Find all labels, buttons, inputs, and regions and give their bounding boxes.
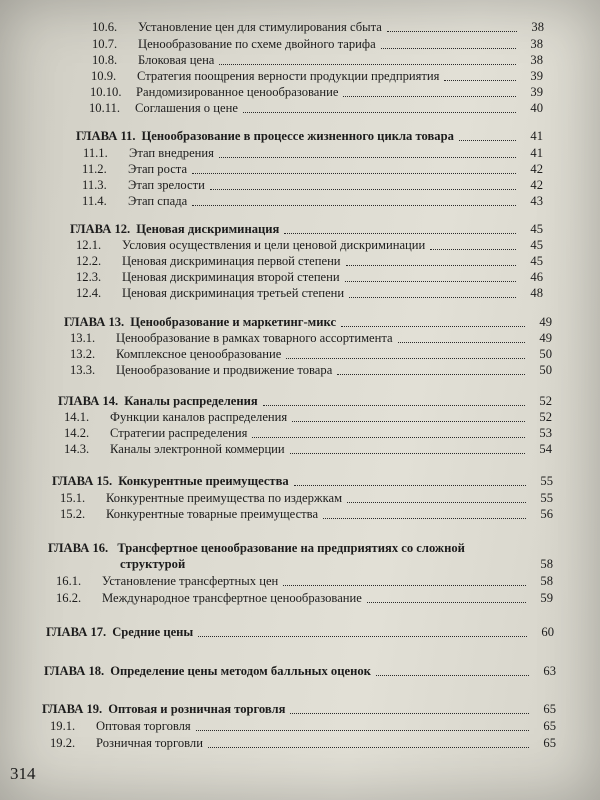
toc-number: 10.8. [92,53,118,67]
toc-leader [210,189,516,190]
chapter-number: ГЛАВА 19. [42,702,103,716]
toc-number: 14.1. [64,410,90,424]
toc-leader [459,140,516,141]
toc-leader [345,281,516,282]
toc-page: 42 [530,162,543,176]
toc-number: 12.4. [76,286,102,300]
toc-leader [337,374,525,375]
toc-number: 14.2. [64,426,90,440]
toc-page: 39 [530,85,543,99]
toc-entry-14-2[interactable] [64,426,552,441]
toc-page: 45 [530,254,543,268]
toc-leader [341,326,525,327]
toc-entry-11-4[interactable] [82,194,543,209]
toc-number: 10.7. [92,37,118,51]
toc-page: 56 [540,507,553,521]
toc-number: 10.6. [92,20,118,34]
toc-page: 49 [539,331,552,345]
toc-number: 13.2. [70,347,96,361]
toc-page: 65 [543,719,556,733]
toc-title: Этап зрелости [128,178,205,192]
toc-leader [263,405,525,406]
toc-entry-19-2[interactable] [50,736,556,751]
toc-leader [243,112,516,113]
toc-page: 39 [530,69,543,83]
toc-leader [444,80,516,81]
toc-page: 38 [530,53,543,67]
toc-page: 43 [530,194,543,208]
toc-leader [252,437,525,438]
toc-entry-16-1[interactable] [56,574,553,589]
toc-title: Ценовая дискриминация второй степени [122,270,340,284]
toc-chapter-14[interactable] [58,394,552,409]
chapter-number: ГЛАВА 17. [46,625,107,639]
toc-leader [290,453,525,454]
toc-page: 38 [531,20,544,34]
toc-leader [286,358,525,359]
toc-leader [294,485,526,486]
toc-number: 11.4. [82,194,107,208]
toc-title: Блоковая цена [138,53,215,67]
toc-title: Функции каналов распределения [110,410,288,424]
toc-number: 13.3. [70,363,96,377]
toc-title: Комплексное ценообразование [116,347,282,361]
toc-page: 50 [539,347,552,361]
toc-title: Стратегии распределения [110,426,248,440]
toc-page: 55 [540,491,553,505]
toc-page: 38 [530,37,543,51]
toc-leader [292,421,525,422]
toc-leader [196,730,529,731]
toc-entry-16-2[interactable] [56,591,553,606]
toc-title: Розничная торговли [96,736,203,750]
toc-leader [219,157,516,158]
chapter-title: Ценовая дискриминация [136,222,280,236]
toc-chapter-18[interactable] [44,664,556,679]
toc-title: Этап спада [128,194,188,208]
toc-number: 14.3. [64,442,90,456]
toc-chapter-16[interactable] [120,557,553,572]
toc-page: 55 [540,474,553,488]
toc-number: 10.11. [89,101,121,115]
chapter-title: Определение цены методом балльных оценок [110,664,371,678]
toc-title: Установление цен для стимулирования сбыта [138,20,382,34]
chapter-title: Каналы распределения [124,394,258,408]
toc-title: Ценовая дискриминация первой степени [122,254,341,268]
toc-page: 63 [543,664,556,678]
toc-page: 54 [539,442,552,456]
chapter-title: Трансфертное ценообразование на предприятиях со сложной [117,541,465,555]
toc-entry-11-1[interactable] [83,146,543,161]
toc-leader [192,205,516,206]
toc-page: 49 [539,315,552,329]
toc-title: Оптовая торговля [96,719,191,733]
toc-title: Этап внедрения [129,146,214,160]
toc-leader [290,713,529,714]
toc-leader [190,568,526,569]
chapter-number: ГЛАВА 14. [58,394,119,408]
toc-number: 11.2. [82,162,107,176]
toc-number: 13.1. [70,331,96,345]
toc-page: 46 [530,270,543,284]
toc-leader [208,747,529,748]
toc-chapter-16-heading[interactable] [48,541,465,556]
toc-number: 15.2. [60,507,86,521]
toc-page: 40 [530,101,543,115]
toc-chapter-11[interactable] [76,129,543,144]
toc-entry-13-1[interactable] [70,331,552,346]
toc-number: 15.1. [60,491,86,505]
toc-title: Ценообразование в рамках товарного ассортимента [116,331,393,345]
chapter-number: ГЛАВА 15. [52,474,113,488]
toc-entry-19-1[interactable] [50,719,556,734]
toc-leader [430,249,516,250]
toc-leader [284,233,516,234]
toc-leader [367,602,526,603]
toc-title: Соглашения о цене [135,101,238,115]
toc-entry-10-7[interactable] [92,37,543,52]
toc-leader [381,48,516,49]
toc-page: 58 [540,557,553,571]
chapter-title-continued: структурой [120,557,186,571]
toc-entry-14-3[interactable] [64,442,552,457]
toc-number: 19.2. [50,736,76,750]
toc-leader [347,502,526,503]
toc-entry-15-1[interactable] [60,491,553,506]
toc-entry-10-11[interactable] [89,101,543,116]
toc-page: 41 [530,129,543,143]
toc-title: Международное трансфертное ценообразование [102,591,362,605]
toc-entry-10-8[interactable] [92,53,543,68]
toc-page: 45 [530,238,543,252]
toc-page: 52 [539,394,552,408]
toc-page: 42 [530,178,543,192]
toc-leader [192,173,516,174]
toc-page: 48 [530,286,543,300]
toc-leader [387,31,517,32]
toc-entry-15-2[interactable] [60,507,553,522]
toc-entry-10-6[interactable] [92,20,544,35]
toc-number: 12.1. [76,238,102,252]
chapter-number: ГЛАВА 18. [44,664,105,678]
toc-leader [343,96,516,97]
toc-page: 45 [530,222,543,236]
toc-leader [346,265,516,266]
toc-title: Этап роста [128,162,188,176]
toc-entry-12-1[interactable] [76,238,543,253]
chapter-number: ГЛАВА 13. [64,315,125,329]
toc-title: Каналы электронной коммерции [110,442,285,456]
toc-entry-14-1[interactable] [64,410,552,425]
toc-number: 12.2. [76,254,102,268]
toc-title: Конкурентные преимущества по издержкам [106,491,343,505]
chapter-title: Конкурентные преимущества [118,474,289,488]
toc-page: 60 [541,625,554,639]
toc-entry-12-4[interactable] [76,286,543,301]
chapter-title: Оптовая и розничная торговля [108,702,286,716]
chapter-title: Ценообразование в процессе жизненного цикла товара [141,129,454,143]
toc-chapter-19[interactable] [42,702,556,717]
toc-entry-10-9[interactable] [91,69,543,84]
toc-title: Ценовая дискриминация третьей степени [122,286,345,300]
toc-number: 11.1. [83,146,108,160]
toc-number: 12.3. [76,270,102,284]
chapter-number: ГЛАВА 16. [48,541,109,555]
toc-entry-11-3[interactable] [82,178,543,193]
toc-leader [376,675,529,676]
toc-chapter-12[interactable] [70,222,543,237]
toc-chapter-13[interactable] [64,315,552,330]
toc-title: Установление трансфертных цен [102,574,279,588]
toc-number: 11.3. [82,178,107,192]
toc-page: 65 [543,736,556,750]
toc-leader [283,585,526,586]
toc-number: 10.10. [90,85,122,99]
chapter-title: Ценообразование и маркетинг-микс [130,315,337,329]
toc-title: Стратегия поощрения верности продукции предприятия [137,69,440,83]
toc-number: 19.1. [50,719,76,733]
chapter-title: Средние цены [112,625,194,639]
toc-page: 65 [543,702,556,716]
toc-entry-11-2[interactable] [82,162,543,177]
toc-page: 53 [539,426,552,440]
toc-entry-12-3[interactable] [76,270,543,285]
toc-number: 16.2. [56,591,82,605]
toc-title: Условия осуществления и цели ценовой дискриминации [122,238,426,252]
toc-number: 16.1. [56,574,82,588]
toc-leader [398,342,525,343]
toc-leader [198,636,527,637]
toc-leader [219,64,516,65]
toc-title: Ценообразование и продвижение товара [116,363,333,377]
toc-entry-10-10[interactable] [90,85,543,100]
toc-page: 50 [539,363,552,377]
toc-entry-13-2[interactable] [70,347,552,362]
toc-page: 58 [540,574,553,588]
toc-title: Конкурентные товарные преимущества [106,507,319,521]
toc-entry-13-3[interactable] [70,363,552,378]
chapter-number: ГЛАВА 12. [70,222,131,236]
chapter-number: ГЛАВА 11. [76,129,136,143]
toc-chapter-17[interactable] [46,625,554,640]
page-number: 314 [10,764,36,783]
toc-title: Рандомизированное ценообразование [136,85,339,99]
toc-page: 59 [540,591,553,605]
toc-leader [323,518,526,519]
toc-page: 52 [539,410,552,424]
toc-entry-12-2[interactable] [76,254,543,269]
toc-title: Ценообразование по схеме двойного тарифа [138,37,376,51]
toc-chapter-15[interactable] [52,474,553,489]
toc-number: 10.9. [91,69,117,83]
toc-page: 41 [530,146,543,160]
toc-leader [349,297,516,298]
